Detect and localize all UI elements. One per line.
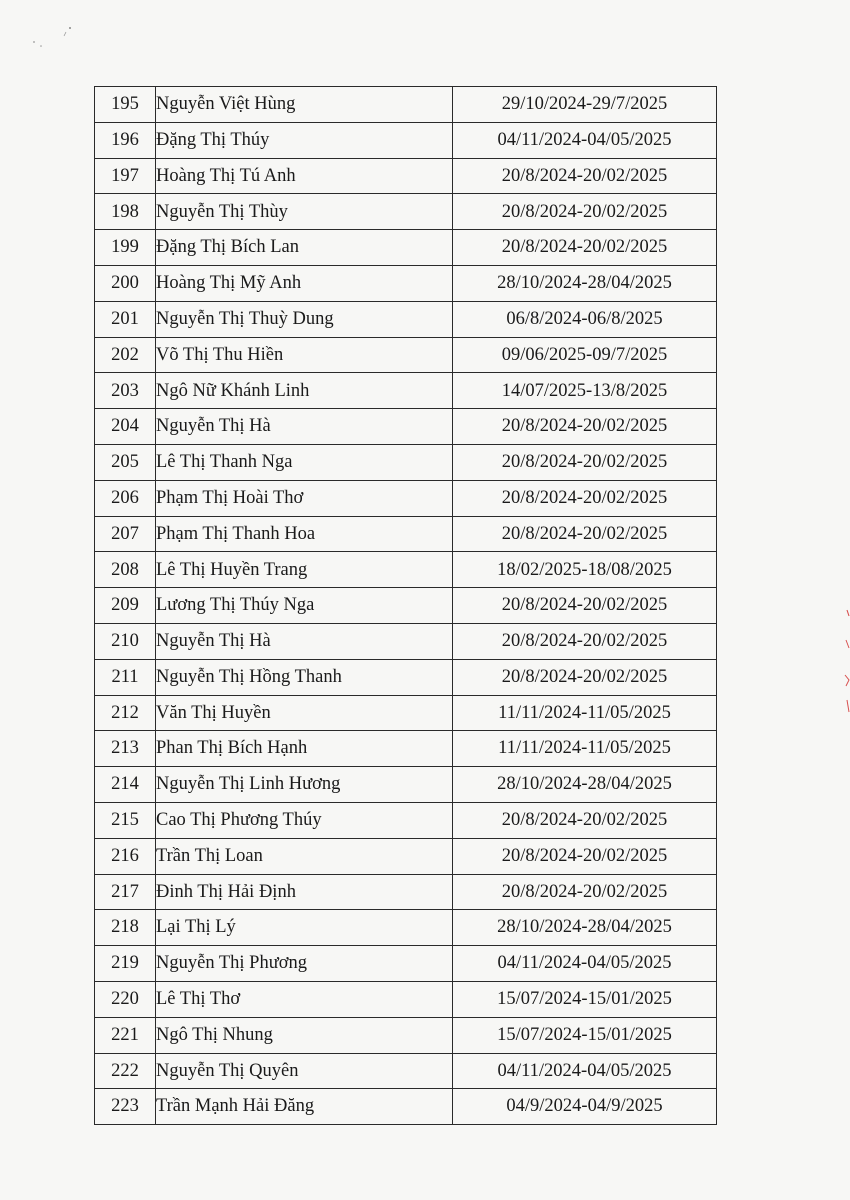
- date-range-cell: 04/9/2024-04/9/2025: [453, 1089, 717, 1125]
- full-name-cell: Lê Thị Thơ: [156, 981, 453, 1017]
- personnel-table-body: [95, 87, 717, 1125]
- full-name-cell: Hoàng Thị Tú Anh: [156, 158, 453, 194]
- table-row: [95, 731, 717, 767]
- full-name-cell: Lê Thị Huyền Trang: [156, 552, 453, 588]
- date-range-cell: 20/8/2024-20/02/2025: [453, 802, 717, 838]
- table-row: [95, 1089, 717, 1125]
- full-name-cell: Nguyễn Thị Thùy: [156, 194, 453, 230]
- row-number-cell: 200: [95, 265, 156, 301]
- row-number-cell: 203: [95, 373, 156, 409]
- table-row: [95, 588, 717, 624]
- table-row: [95, 301, 717, 337]
- table-row: [95, 87, 717, 123]
- row-number-cell: 221: [95, 1017, 156, 1053]
- full-name-cell: Lương Thị Thúy Nga: [156, 588, 453, 624]
- personnel-table: [94, 86, 717, 1125]
- full-name-cell: Nguyễn Thị Phương: [156, 946, 453, 982]
- row-number-cell: 206: [95, 480, 156, 516]
- table-row: [95, 874, 717, 910]
- scan-speck-marks: [28, 22, 88, 62]
- table-row: [95, 695, 717, 731]
- table-row: [95, 838, 717, 874]
- full-name-cell: Nguyễn Việt Hùng: [156, 87, 453, 123]
- date-range-cell: 20/8/2024-20/02/2025: [453, 480, 717, 516]
- full-name-cell: Đặng Thị Thúy: [156, 122, 453, 158]
- table-row: [95, 122, 717, 158]
- date-range-cell: 04/11/2024-04/05/2025: [453, 946, 717, 982]
- row-number-cell: 196: [95, 122, 156, 158]
- date-range-cell: 20/8/2024-20/02/2025: [453, 516, 717, 552]
- row-number-cell: 201: [95, 301, 156, 337]
- row-number-cell: 222: [95, 1053, 156, 1089]
- full-name-cell: Hoàng Thị Mỹ Anh: [156, 265, 453, 301]
- row-number-cell: 218: [95, 910, 156, 946]
- full-name-cell: Nguyễn Thị Hà: [156, 623, 453, 659]
- date-range-cell: 20/8/2024-20/02/2025: [453, 158, 717, 194]
- row-number-cell: 216: [95, 838, 156, 874]
- full-name-cell: Võ Thị Thu Hiền: [156, 337, 453, 373]
- date-range-cell: 20/8/2024-20/02/2025: [453, 444, 717, 480]
- row-number-cell: 204: [95, 409, 156, 445]
- table-row: [95, 910, 717, 946]
- table-row: [95, 802, 717, 838]
- date-range-cell: 04/11/2024-04/05/2025: [453, 1053, 717, 1089]
- date-range-cell: 14/07/2025-13/8/2025: [453, 373, 717, 409]
- date-range-cell: 20/8/2024-20/02/2025: [453, 838, 717, 874]
- date-range-cell: 20/8/2024-20/02/2025: [453, 588, 717, 624]
- table-row: [95, 516, 717, 552]
- table-row: [95, 409, 717, 445]
- row-number-cell: 197: [95, 158, 156, 194]
- date-range-cell: 20/8/2024-20/02/2025: [453, 409, 717, 445]
- date-range-cell: 11/11/2024-11/05/2025: [453, 695, 717, 731]
- table-row: [95, 767, 717, 803]
- full-name-cell: Phạm Thị Hoài Thơ: [156, 480, 453, 516]
- full-name-cell: Nguyễn Thị Linh Hương: [156, 767, 453, 803]
- row-number-cell: 210: [95, 623, 156, 659]
- row-number-cell: 202: [95, 337, 156, 373]
- date-range-cell: 28/10/2024-28/04/2025: [453, 265, 717, 301]
- table-row: [95, 158, 717, 194]
- full-name-cell: Phạm Thị Thanh Hoa: [156, 516, 453, 552]
- row-number-cell: 209: [95, 588, 156, 624]
- full-name-cell: Cao Thị Phương Thúy: [156, 802, 453, 838]
- date-range-cell: 20/8/2024-20/02/2025: [453, 874, 717, 910]
- table-row: [95, 337, 717, 373]
- full-name-cell: Trần Mạnh Hải Đăng: [156, 1089, 453, 1125]
- row-number-cell: 217: [95, 874, 156, 910]
- table-row: [95, 1053, 717, 1089]
- row-number-cell: 214: [95, 767, 156, 803]
- table-row: [95, 230, 717, 266]
- row-number-cell: 215: [95, 802, 156, 838]
- table-row: [95, 373, 717, 409]
- date-range-cell: 15/07/2024-15/01/2025: [453, 1017, 717, 1053]
- table-row: [95, 1017, 717, 1053]
- full-name-cell: Nguyễn Thị Thuỳ Dung: [156, 301, 453, 337]
- row-number-cell: 211: [95, 659, 156, 695]
- full-name-cell: Nguyễn Thị Hồng Thanh: [156, 659, 453, 695]
- date-range-cell: 20/8/2024-20/02/2025: [453, 230, 717, 266]
- full-name-cell: Phan Thị Bích Hạnh: [156, 731, 453, 767]
- date-range-cell: 04/11/2024-04/05/2025: [453, 122, 717, 158]
- full-name-cell: Ngô Nữ Khánh Linh: [156, 373, 453, 409]
- row-number-cell: 208: [95, 552, 156, 588]
- full-name-cell: Lê Thị Thanh Nga: [156, 444, 453, 480]
- table-row: [95, 480, 717, 516]
- full-name-cell: Ngô Thị Nhung: [156, 1017, 453, 1053]
- row-number-cell: 212: [95, 695, 156, 731]
- table-row: [95, 552, 717, 588]
- row-number-cell: 220: [95, 981, 156, 1017]
- full-name-cell: Đặng Thị Bích Lan: [156, 230, 453, 266]
- row-number-cell: 195: [95, 87, 156, 123]
- row-number-cell: 219: [95, 946, 156, 982]
- date-range-cell: 20/8/2024-20/02/2025: [453, 194, 717, 230]
- date-range-cell: 06/8/2024-06/8/2025: [453, 301, 717, 337]
- date-range-cell: 28/10/2024-28/04/2025: [453, 767, 717, 803]
- date-range-cell: 09/06/2025-09/7/2025: [453, 337, 717, 373]
- table-row: [95, 659, 717, 695]
- full-name-cell: Đinh Thị Hải Định: [156, 874, 453, 910]
- table-row: [95, 194, 717, 230]
- stamp-bleed-mark: [840, 600, 850, 730]
- table-row: [95, 623, 717, 659]
- date-range-cell: 15/07/2024-15/01/2025: [453, 981, 717, 1017]
- table-row: [95, 981, 717, 1017]
- date-range-cell: 20/8/2024-20/02/2025: [453, 623, 717, 659]
- date-range-cell: 28/10/2024-28/04/2025: [453, 910, 717, 946]
- full-name-cell: Văn Thị Huyền: [156, 695, 453, 731]
- full-name-cell: Trần Thị Loan: [156, 838, 453, 874]
- row-number-cell: 199: [95, 230, 156, 266]
- full-name-cell: Nguyễn Thị Quyên: [156, 1053, 453, 1089]
- table-row: [95, 946, 717, 982]
- table-row: [95, 265, 717, 301]
- row-number-cell: 207: [95, 516, 156, 552]
- full-name-cell: Nguyễn Thị Hà: [156, 409, 453, 445]
- full-name-cell: Lại Thị Lý: [156, 910, 453, 946]
- date-range-cell: 29/10/2024-29/7/2025: [453, 87, 717, 123]
- date-range-cell: 20/8/2024-20/02/2025: [453, 659, 717, 695]
- row-number-cell: 205: [95, 444, 156, 480]
- date-range-cell: 11/11/2024-11/05/2025: [453, 731, 717, 767]
- row-number-cell: 223: [95, 1089, 156, 1125]
- date-range-cell: 18/02/2025-18/08/2025: [453, 552, 717, 588]
- row-number-cell: 198: [95, 194, 156, 230]
- table-row: [95, 444, 717, 480]
- row-number-cell: 213: [95, 731, 156, 767]
